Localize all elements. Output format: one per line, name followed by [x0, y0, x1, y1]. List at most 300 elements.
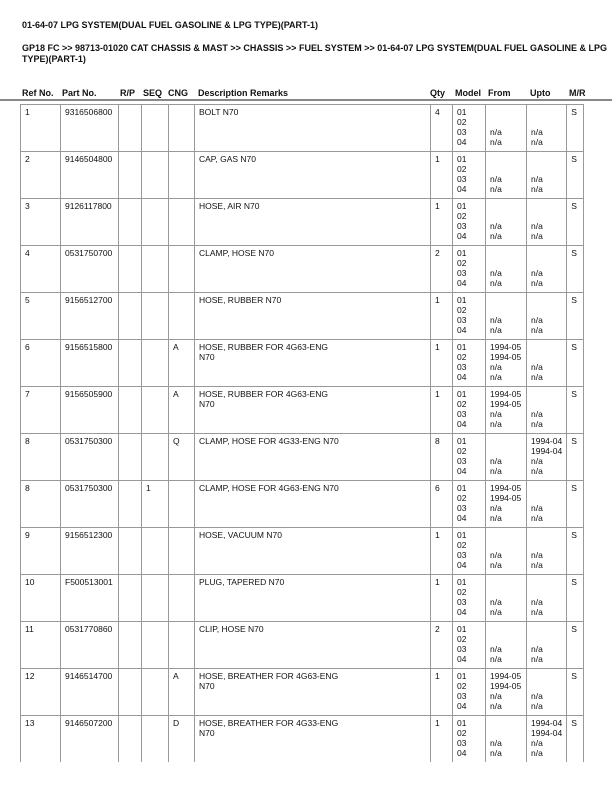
description-cell	[195, 622, 431, 669]
mr-cell: S	[567, 669, 584, 716]
model-cell	[453, 669, 486, 716]
upto-cell	[527, 340, 567, 387]
ref-no-cell: 5	[21, 293, 61, 340]
mr-cell: S	[567, 716, 584, 763]
from-line	[490, 436, 522, 446]
from-line	[490, 248, 522, 258]
part-no-cell: 9156512300	[61, 528, 119, 575]
description-cell	[195, 152, 431, 199]
upto-line: n/a	[531, 184, 543, 194]
upto-line	[531, 483, 562, 493]
upto-line	[531, 671, 562, 681]
from-cell	[486, 105, 527, 152]
breadcrumb: GP18 FC >> 98713-01020 CAT CHASSIS & MAST >> CHASSIS >> FUEL SYSTEM >> 01-64-07 LPG SYSTEM(DUAL FUEL GASOLINE & LPG TYPE)(PART-1)	[22, 43, 608, 64]
rp-cell	[119, 716, 142, 763]
mr-cell: S	[567, 575, 584, 622]
upto-line: n/a	[531, 560, 543, 570]
description-cell	[195, 246, 431, 293]
upto-line: n/a	[531, 456, 543, 466]
description-cell	[195, 387, 431, 434]
table-row	[21, 669, 584, 716]
cng-cell: A	[169, 669, 195, 716]
table-row	[21, 528, 584, 575]
column-header-rp: R/P	[120, 88, 136, 98]
cng-cell	[169, 199, 195, 246]
from-line: 1994-05	[490, 352, 522, 362]
upto-line	[531, 107, 562, 117]
from-line	[490, 211, 522, 221]
mr-cell: S	[567, 528, 584, 575]
from-line: n/a	[490, 691, 502, 701]
model-cell	[453, 152, 486, 199]
upto-line	[531, 577, 562, 587]
upto-line: n/a	[531, 231, 543, 241]
part-no-cell: 9146507200	[61, 716, 119, 763]
upto-line: 1994-04	[531, 728, 563, 738]
mr-cell: S	[567, 622, 584, 669]
model-cell	[453, 528, 486, 575]
qty-cell: 1	[431, 528, 453, 575]
model-line: 02	[457, 211, 467, 221]
upto-cell	[527, 528, 567, 575]
model-cell	[453, 716, 486, 763]
description-line: CLAMP, HOSE N70	[199, 248, 274, 258]
from-cell	[486, 481, 527, 528]
from-line: 1994-05	[490, 389, 522, 399]
upto-line: n/a	[531, 466, 543, 476]
description-cell	[195, 340, 431, 387]
upto-line: 1994-04	[531, 718, 563, 728]
ref-no-cell: 4	[21, 246, 61, 293]
from-line: n/a	[490, 268, 502, 278]
from-line	[490, 624, 522, 634]
description-line: CLIP, HOSE N70	[199, 624, 264, 634]
ref-no-cell: 2	[21, 152, 61, 199]
from-line	[490, 446, 522, 456]
table-row	[21, 434, 584, 481]
from-line: 1994-05	[490, 399, 522, 409]
model-line: 01	[457, 530, 467, 540]
qty-cell: 1	[431, 199, 453, 246]
model-line: 02	[457, 399, 467, 409]
description-line: HOSE, VACUUM N70	[199, 530, 282, 540]
seq-cell	[142, 340, 169, 387]
seq-cell	[142, 105, 169, 152]
from-cell	[486, 152, 527, 199]
cng-cell	[169, 105, 195, 152]
model-cell	[453, 575, 486, 622]
model-line: 04	[457, 231, 467, 241]
ref-no-cell: 10	[21, 575, 61, 622]
upto-line	[531, 634, 562, 644]
model-line: 02	[457, 164, 467, 174]
from-line: 1994-05	[490, 483, 522, 493]
cng-cell: A	[169, 340, 195, 387]
model-line: 03	[457, 456, 467, 466]
upto-line	[531, 305, 562, 315]
upto-line	[531, 201, 562, 211]
description-line: HOSE, BREATHER FOR 4G63-ENG	[199, 671, 339, 681]
upto-cell	[527, 481, 567, 528]
upto-line: n/a	[531, 513, 543, 523]
description-cell	[195, 481, 431, 528]
from-line: n/a	[490, 644, 502, 654]
cng-cell	[169, 293, 195, 340]
upto-line: n/a	[531, 278, 543, 288]
mr-cell: S	[567, 293, 584, 340]
header-divider	[0, 99, 612, 101]
model-line: 04	[457, 325, 467, 335]
column-header-ref-no: Ref No.	[22, 88, 54, 98]
model-line: 03	[457, 268, 467, 278]
model-line: 04	[457, 607, 467, 617]
part-no-cell: 9126117800	[61, 199, 119, 246]
qty-cell: 1	[431, 293, 453, 340]
model-line: 04	[457, 748, 467, 758]
from-cell	[486, 622, 527, 669]
upto-cell	[527, 293, 567, 340]
model-line: 02	[457, 117, 467, 127]
model-line: 02	[457, 681, 467, 691]
upto-line: n/a	[531, 137, 543, 147]
model-line: 02	[457, 258, 467, 268]
from-line: n/a	[490, 513, 502, 523]
from-cell	[486, 340, 527, 387]
from-line	[490, 540, 522, 550]
table-row	[21, 199, 584, 246]
column-header-description-remarks: Description Remarks	[198, 88, 289, 98]
upto-line: n/a	[531, 654, 543, 664]
from-line: n/a	[490, 127, 502, 137]
upto-line: n/a	[531, 315, 543, 325]
description-cell	[195, 434, 431, 481]
qty-cell: 1	[431, 716, 453, 763]
seq-cell	[142, 622, 169, 669]
upto-cell	[527, 152, 567, 199]
model-line: 01	[457, 718, 467, 728]
model-cell	[453, 246, 486, 293]
from-line	[490, 587, 522, 597]
rp-cell	[119, 434, 142, 481]
description-cell	[195, 716, 431, 763]
cng-cell	[169, 152, 195, 199]
description-line: N70	[199, 352, 215, 362]
seq-cell	[142, 246, 169, 293]
model-line: 01	[457, 624, 467, 634]
column-header-model: Model	[455, 88, 481, 98]
table-row	[21, 105, 584, 152]
seq-cell	[142, 716, 169, 763]
from-cell	[486, 669, 527, 716]
from-line	[490, 107, 522, 117]
mr-cell: S	[567, 481, 584, 528]
upto-cell	[527, 199, 567, 246]
model-line: 04	[457, 278, 467, 288]
cng-cell	[169, 622, 195, 669]
column-header-part-no: Part No.	[62, 88, 97, 98]
seq-cell	[142, 528, 169, 575]
upto-line	[531, 258, 562, 268]
upto-line: n/a	[531, 550, 543, 560]
model-line: 01	[457, 577, 467, 587]
upto-line: n/a	[531, 372, 543, 382]
cng-cell	[169, 246, 195, 293]
model-line: 03	[457, 597, 467, 607]
page-title: 01-64-07 LPG SYSTEM(DUAL FUEL GASOLINE & LPG TYPE)(PART-1)	[22, 20, 319, 30]
ref-no-cell: 13	[21, 716, 61, 763]
part-no-cell: 9146514700	[61, 669, 119, 716]
column-header-seq: SEQ	[143, 88, 163, 98]
model-line: 02	[457, 728, 467, 738]
from-line	[490, 577, 522, 587]
ref-no-cell: 8	[21, 434, 61, 481]
model-line: 04	[457, 372, 467, 382]
upto-line: n/a	[531, 174, 543, 184]
upto-line: n/a	[531, 419, 543, 429]
from-line: n/a	[490, 503, 502, 513]
model-line: 01	[457, 483, 467, 493]
model-line: 04	[457, 513, 467, 523]
from-line: 1994-05	[490, 671, 522, 681]
column-header-mr: M/R	[569, 88, 586, 98]
rp-cell	[119, 575, 142, 622]
upto-line	[531, 493, 562, 503]
from-line: n/a	[490, 221, 502, 231]
upto-line: n/a	[531, 607, 543, 617]
from-line: n/a	[490, 456, 502, 466]
ref-no-cell: 1	[21, 105, 61, 152]
from-line: n/a	[490, 325, 502, 335]
cng-cell: Q	[169, 434, 195, 481]
from-line: n/a	[490, 278, 502, 288]
rp-cell	[119, 246, 142, 293]
from-line: n/a	[490, 466, 502, 476]
from-line: n/a	[490, 701, 502, 711]
ref-no-cell: 11	[21, 622, 61, 669]
model-line: 03	[457, 738, 467, 748]
seq-cell	[142, 293, 169, 340]
model-line: 02	[457, 352, 467, 362]
model-line: 02	[457, 634, 467, 644]
table-row	[21, 152, 584, 199]
upto-line	[531, 295, 562, 305]
mr-cell: S	[567, 387, 584, 434]
part-no-cell: 9316506800	[61, 105, 119, 152]
description-line: N70	[199, 399, 215, 409]
upto-line: n/a	[531, 362, 543, 372]
from-line: n/a	[490, 231, 502, 241]
model-line: 03	[457, 691, 467, 701]
model-line: 04	[457, 654, 467, 664]
column-header-cng: CNG	[168, 88, 188, 98]
model-line: 01	[457, 154, 467, 164]
model-line: 03	[457, 409, 467, 419]
cng-cell	[169, 528, 195, 575]
ref-no-cell: 6	[21, 340, 61, 387]
part-no-cell: 0531750700	[61, 246, 119, 293]
upto-cell	[527, 716, 567, 763]
column-header-upto: Upto	[530, 88, 551, 98]
cng-cell	[169, 481, 195, 528]
upto-cell	[527, 575, 567, 622]
model-line: 04	[457, 466, 467, 476]
from-line: n/a	[490, 184, 502, 194]
model-line: 01	[457, 248, 467, 258]
from-cell	[486, 199, 527, 246]
model-line: 03	[457, 221, 467, 231]
from-line: n/a	[490, 174, 502, 184]
ref-no-cell: 3	[21, 199, 61, 246]
model-cell	[453, 199, 486, 246]
model-line: 01	[457, 107, 467, 117]
model-line: 03	[457, 174, 467, 184]
rp-cell	[119, 152, 142, 199]
model-line: 02	[457, 305, 467, 315]
table-row	[21, 246, 584, 293]
ref-no-cell: 8	[21, 481, 61, 528]
upto-line	[531, 342, 562, 352]
part-no-cell: 0531750300	[61, 481, 119, 528]
upto-line: n/a	[531, 644, 543, 654]
model-line: 03	[457, 503, 467, 513]
rp-cell	[119, 105, 142, 152]
description-line: PLUG, TAPERED N70	[199, 577, 285, 587]
upto-line	[531, 624, 562, 634]
upto-line: n/a	[531, 748, 543, 758]
upto-line	[531, 540, 562, 550]
from-line: n/a	[490, 654, 502, 664]
from-line	[490, 718, 522, 728]
description-line: HOSE, AIR N70	[199, 201, 260, 211]
from-cell	[486, 293, 527, 340]
rp-cell	[119, 199, 142, 246]
upto-line	[531, 681, 562, 691]
model-cell	[453, 105, 486, 152]
upto-line: n/a	[531, 503, 543, 513]
from-line: n/a	[490, 372, 502, 382]
qty-cell: 2	[431, 246, 453, 293]
from-line	[490, 295, 522, 305]
upto-line: 1994-04	[531, 446, 563, 456]
from-line	[490, 154, 522, 164]
upto-line: n/a	[531, 268, 543, 278]
model-line: 01	[457, 671, 467, 681]
model-cell	[453, 387, 486, 434]
from-cell	[486, 528, 527, 575]
from-line	[490, 258, 522, 268]
part-no-cell: 9146504800	[61, 152, 119, 199]
seq-cell	[142, 434, 169, 481]
description-cell	[195, 293, 431, 340]
model-cell	[453, 293, 486, 340]
description-line: HOSE, RUBBER FOR 4G63-ENG	[199, 389, 328, 399]
model-line: 03	[457, 644, 467, 654]
rp-cell	[119, 293, 142, 340]
model-line: 01	[457, 295, 467, 305]
upto-cell	[527, 669, 567, 716]
from-line: n/a	[490, 607, 502, 617]
part-no-cell: F500513001	[61, 575, 119, 622]
from-line: n/a	[490, 409, 502, 419]
part-no-cell: 9156515800	[61, 340, 119, 387]
cng-cell: D	[169, 716, 195, 763]
upto-line: n/a	[531, 597, 543, 607]
description-line: HOSE, RUBBER FOR 4G63-ENG	[199, 342, 328, 352]
from-line: n/a	[490, 137, 502, 147]
upto-line: n/a	[531, 691, 543, 701]
cng-cell	[169, 575, 195, 622]
qty-cell: 4	[431, 105, 453, 152]
upto-cell	[527, 105, 567, 152]
upto-line	[531, 154, 562, 164]
from-line	[490, 728, 522, 738]
upto-line: n/a	[531, 325, 543, 335]
upto-line	[531, 587, 562, 597]
seq-cell	[142, 199, 169, 246]
description-line: N70	[199, 728, 215, 738]
ref-no-cell: 12	[21, 669, 61, 716]
model-cell	[453, 481, 486, 528]
cng-cell: A	[169, 387, 195, 434]
rp-cell	[119, 340, 142, 387]
upto-line	[531, 389, 562, 399]
upto-cell	[527, 246, 567, 293]
from-line: 1994-05	[490, 342, 522, 352]
seq-cell	[142, 387, 169, 434]
upto-line: n/a	[531, 409, 543, 419]
from-cell	[486, 716, 527, 763]
description-line: CLAMP, HOSE FOR 4G33-ENG N70	[199, 436, 339, 446]
from-line	[490, 530, 522, 540]
from-line	[490, 164, 522, 174]
upto-line: 1994-04	[531, 436, 563, 446]
from-line: n/a	[490, 597, 502, 607]
upto-line: n/a	[531, 701, 543, 711]
from-line: 1994-05	[490, 681, 522, 691]
model-line: 02	[457, 446, 467, 456]
mr-cell: S	[567, 246, 584, 293]
qty-cell: 1	[431, 152, 453, 199]
seq-cell: 1	[142, 481, 169, 528]
ref-no-cell: 9	[21, 528, 61, 575]
from-line: n/a	[490, 315, 502, 325]
model-line: 01	[457, 201, 467, 211]
model-line: 04	[457, 701, 467, 711]
upto-cell	[527, 387, 567, 434]
seq-cell	[142, 575, 169, 622]
from-cell	[486, 246, 527, 293]
rp-cell	[119, 387, 142, 434]
rp-cell	[119, 481, 142, 528]
table-row	[21, 481, 584, 528]
model-line: 03	[457, 127, 467, 137]
model-line: 04	[457, 184, 467, 194]
qty-cell: 1	[431, 387, 453, 434]
model-line: 02	[457, 587, 467, 597]
column-header-from: From	[488, 88, 511, 98]
description-line: N70	[199, 681, 215, 691]
model-line: 01	[457, 436, 467, 446]
table-row	[21, 293, 584, 340]
from-line: n/a	[490, 560, 502, 570]
rp-cell	[119, 669, 142, 716]
model-line: 03	[457, 362, 467, 372]
rp-cell	[119, 528, 142, 575]
description-cell	[195, 105, 431, 152]
description-cell	[195, 199, 431, 246]
from-line: 1994-05	[490, 493, 522, 503]
model-line: 01	[457, 342, 467, 352]
